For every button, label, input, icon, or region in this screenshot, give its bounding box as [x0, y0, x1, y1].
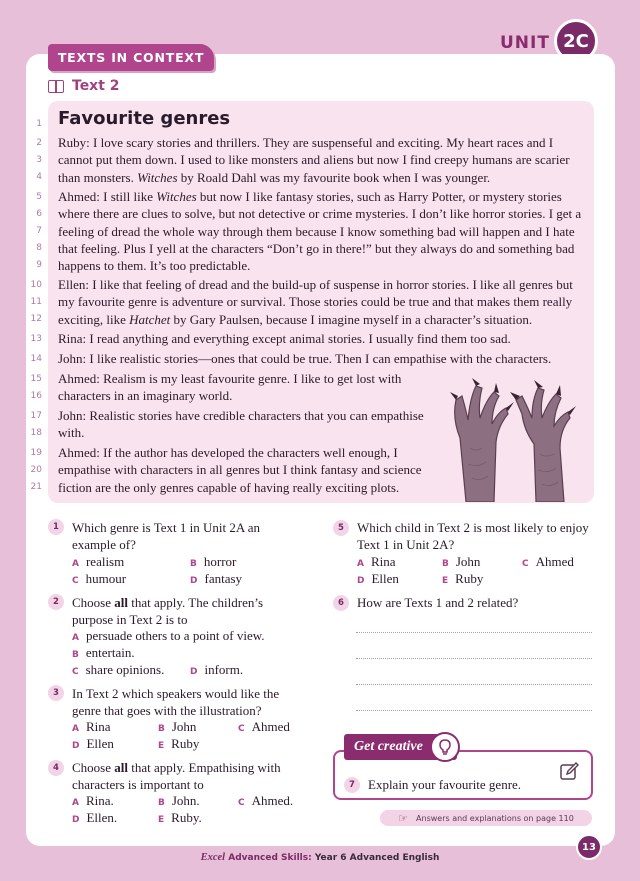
q1-option-a[interactable]: A realism: [72, 554, 125, 569]
question-number: 7: [344, 777, 360, 793]
line-number: 7: [36, 226, 42, 236]
line-number: 9: [36, 260, 42, 270]
footer-title: Year 6 Advanced English: [314, 853, 440, 863]
monster-hands-illustration: [436, 378, 586, 502]
paragraph-ahmed-1: Ahmed: I still like Witches but now I like fantasy stories, such as Harry Potter, or mystery stories where there are clues to solve, but not detective or crime mysteries. I don’t like horror stories. I get a feeling of dread the whole way through them because I know something bad will happen and I hate that feeling. Plus I yell at the characters “Don’t go in there!” but they always do and something bad happens to them. It’s too predictable.: [58, 189, 582, 274]
line-number: 17: [30, 411, 42, 421]
question-6-text: How are Texts 1 and 2 related?: [357, 595, 519, 610]
answer-line[interactable]: [356, 684, 592, 685]
line-number: 10: [30, 280, 42, 290]
section-tab: TEXTS IN CONTEXT: [48, 44, 214, 71]
question-5-text: Which child in Text 2 is most likely to enjoy Text 1 in Unit 2A?: [357, 520, 589, 552]
footer: [0, 852, 640, 863]
q5-option-d[interactable]: D Ellen: [357, 571, 399, 586]
q1-option-c[interactable]: C humour: [72, 571, 127, 586]
answers-note-text: Answers and explanations on page 110: [416, 813, 574, 823]
paragraph-ahmed-2: Ahmed: Realism is my least favourite genre. I like to get lost with characters in an imaginary world.: [58, 371, 402, 404]
paragraph-ruby: Ruby: I love scary stories and thrillers. They are suspenseful and exciting. My heart races and I cannot put them down. I used to like monsters and aliens but now I find creepy humans are scarier than monsters. Witches by Roald Dahl was my favourite book when I was younger.: [58, 135, 570, 185]
book-icon: [48, 80, 64, 93]
line-number: 6: [36, 209, 42, 219]
q4-option-a[interactable]: A Rina.: [72, 793, 114, 808]
q3-option-d[interactable]: D Ellen: [72, 736, 114, 751]
q1-option-b[interactable]: B horror: [190, 554, 237, 569]
answer-line[interactable]: [356, 710, 592, 711]
q4-option-d[interactable]: D Ellen.: [72, 810, 118, 825]
text-label: [48, 78, 120, 94]
line-number: 12: [30, 314, 42, 324]
line-number: 20: [30, 465, 42, 475]
q2-option-d[interactable]: D inform.: [190, 662, 244, 677]
question-number: 6: [333, 595, 349, 611]
question-number: 1: [48, 519, 64, 535]
page-number: 13: [576, 834, 602, 860]
question-number: 4: [48, 760, 64, 776]
q4-option-e[interactable]: E Ruby.: [158, 810, 202, 825]
question-number: 2: [48, 594, 64, 610]
line-number: 21: [30, 482, 42, 492]
q2-option-c[interactable]: C share opinions.: [72, 662, 165, 677]
answers-note[interactable]: [380, 810, 592, 826]
paragraph-ahmed-3: Ahmed: If the author has developed the characters well enough, I empathise with characters in all genres but I think fantasy and science fiction are the only genres capable of having really exciting plots.: [58, 445, 422, 495]
q5-option-b[interactable]: B John: [442, 554, 481, 569]
q4-option-b[interactable]: B John.: [158, 793, 200, 808]
paragraph-rina: Rina: I read anything and everything except animal stories. I usually find them too sad.: [58, 331, 511, 346]
line-number: 11: [30, 297, 42, 307]
line-number: 3: [36, 155, 42, 165]
q4-option-c[interactable]: C Ahmed.: [238, 793, 294, 808]
line-number: 16: [30, 391, 42, 401]
line-number: 19: [30, 448, 42, 458]
question-1-text: Which genre is Text 1 in Unit 2A an example of?: [72, 520, 261, 552]
unit-badge: 2C: [554, 19, 598, 63]
question-7-text: Explain your favourite genre.: [368, 777, 522, 792]
unit-label: UNIT: [500, 33, 550, 53]
line-number: 4: [36, 172, 42, 182]
line-number: 8: [36, 243, 42, 253]
line-number: 15: [30, 374, 42, 384]
q3-option-c[interactable]: C Ahmed: [238, 719, 290, 734]
footer-brand: Excel: [200, 852, 226, 863]
q1-option-d[interactable]: D fantasy: [190, 571, 243, 586]
pointing-hand-icon: ☞: [398, 811, 409, 825]
q3-option-a[interactable]: A Rina: [72, 719, 111, 734]
paragraph-john-2: John: Realistic stories have credible characters that you can empathise with.: [58, 408, 424, 441]
passage-title: Favourite genres: [58, 108, 231, 129]
paragraph-john-1: John: I like realistic stories—ones that could be true. Then I can empathise with the characters.: [58, 351, 552, 366]
answer-line[interactable]: [356, 632, 592, 633]
line-number: 14: [30, 354, 42, 364]
question-number: 5: [333, 520, 349, 536]
q5-option-e[interactable]: E Ruby: [442, 571, 484, 586]
question-2-text: Choose all that apply. The children’s purpose in Text 2 is to: [72, 595, 264, 627]
paragraph-ellen: Ellen: I like that feeling of dread and the build-up of suspense in horror stories. I like all genres but my favourite genre is adventure or survival. Those stories could be true and that makes them really exciting, like Hatchet by Gary Paulsen, because I imagine myself in a character’s situation.: [58, 277, 573, 327]
lightbulb-icon: [430, 732, 460, 762]
line-number: 2: [36, 138, 42, 148]
line-number: 13: [30, 334, 42, 344]
pencil-edit-icon[interactable]: [559, 761, 579, 781]
q5-option-c[interactable]: C Ahmed: [522, 554, 574, 569]
q2-option-b[interactable]: B entertain.: [72, 645, 135, 660]
text-label-text: Text 2: [72, 78, 120, 94]
line-number: 5: [36, 192, 42, 202]
q3-option-b[interactable]: B John: [158, 719, 197, 734]
line-number: 1: [36, 119, 42, 129]
get-creative-tab: Get creative: [344, 734, 457, 760]
q5-option-a[interactable]: A Rina: [357, 554, 396, 569]
line-number: 18: [30, 428, 42, 438]
question-4-text: Choose all that apply. Empathising with characters is important to: [72, 760, 281, 792]
q2-option-a[interactable]: A persuade others to a point of view.: [72, 628, 265, 643]
q3-option-e[interactable]: E Ruby: [158, 736, 200, 751]
footer-advanced: Advanced Skills:: [228, 853, 312, 863]
answer-line[interactable]: [356, 658, 592, 659]
question-3-text: In Text 2 which speakers would like the genre that goes with the illustration?: [72, 686, 280, 718]
question-number: 3: [48, 685, 64, 701]
